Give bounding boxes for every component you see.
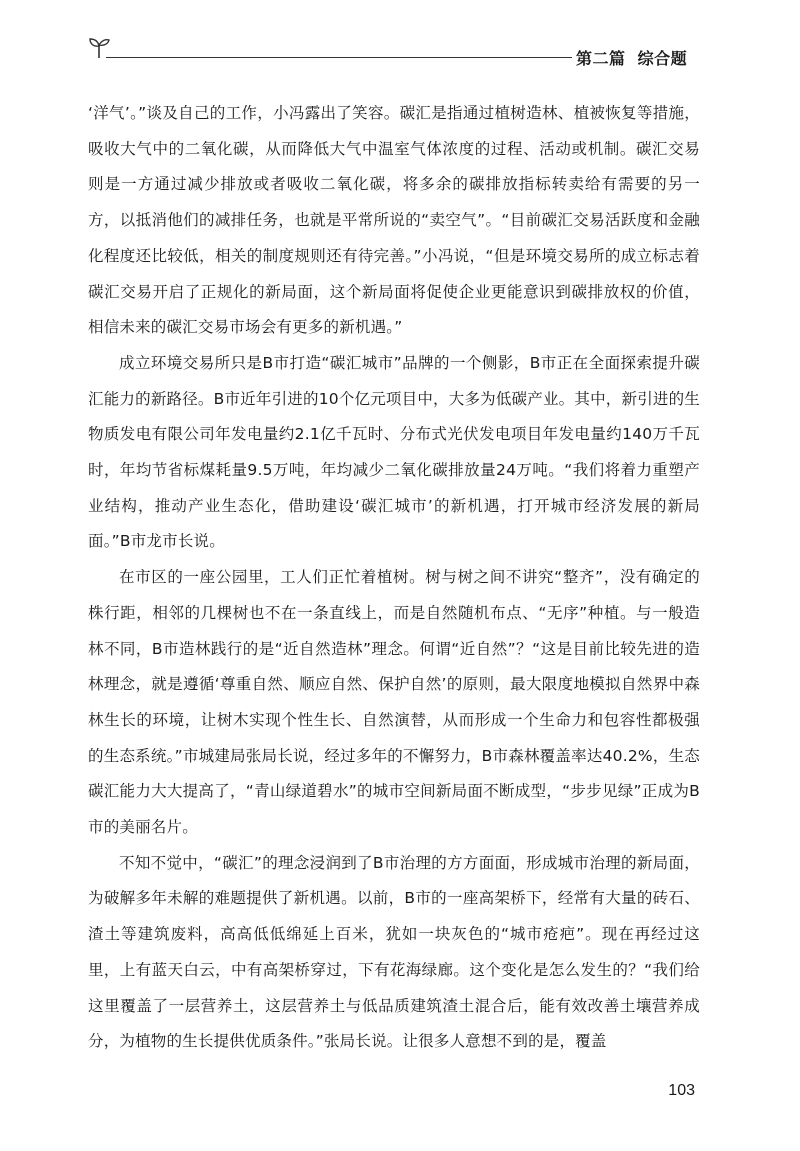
section-title: 第二篇 综合题 — [576, 49, 688, 68]
paragraph-continued: ‘洋气’。”谈及自己的工作，小冯露出了笑容。碳汇是指通过植树造林、植被恢复等措施，吸收大气中的二氧化碳，从而降低大气中温室气体浓度的过程、活动或机制。碳汇交易则是一方通过减少排放或者吸收二氧化碳，将多余的碳排放指标转卖给有需要的另一方，以抵消他们的减排任务，也就是平常所说的“卖空气”。“目前碳汇交易活跃度和金融化程度还比较低，相关的制度规则还有待完善。”小冯说，“但是环境交易所的成立标志着碳汇交易开启了正规化的新局面，这个新局面将促使企业更能意识到碳排放权的价值，相信未来的碳汇交易市场会有更多的新机遇。” — [88, 104, 700, 337]
paragraph-afforestation: 在市区的一座公园里，工人们正忙着植树。树与树之间不讲究“整齐”，没有确定的株行距，相邻的几棵树也不在一条直线上，而是自然随机布点、“无序”种植。与一般造林不同，B市造林践行的是“近自然造林”理念。何谓“近自然”？“这是目前比较先进的造林理念，就是遵循‘尊重自然、顺应自然、保护自然’的原则，最大限度地模拟自然界中森林生长的环境，让树木实现个性生长、自然演替，从而形成一个生命力和包容性都极强的生态系统。”市城建局张局长说，经过多年的不懈努力，B市森林覆盖率达40.2%，生态碳汇能力大大提高了，“青山绿道碧水”的城市空间新局面不断成型，“步步见绿”正成为B市的美丽名片。 — [88, 568, 700, 837]
header-rule — [106, 57, 572, 58]
page-number: 103 — [668, 1082, 695, 1099]
page-header — [88, 36, 708, 68]
paragraph-governance: 不知不觉中，“碳汇”的理念浸润到了B市治理的方方面面，形成城市治理的新局面，为破解多年未解的难题提供了新机遇。以前，B市的一座高架桥下，经常有大量的砖石、渣土等建筑废料，高高低低绵延上百米，犹如一块灰色的“城市疮疤”。现在再经过这里，上有蓝天白云，中有高架桥穿过，下有花海绿廊。这个变化是怎么发生的？“我们给这里覆盖了一层营养土，这层营养土与低品质建筑渣土混合后，能有效改善土壤营养成分，为植物的生长提供优质条件。”张局长说。让很多人意想不到的是，覆盖 — [88, 853, 700, 1051]
body-text — [88, 96, 700, 1060]
paragraph-exchange: 成立环境交易所只是B市打造“碳汇城市”品牌的一个侧影，B市正在全面探索提升碳汇能力的新路径。B市近年引进的10个亿元项目中，大多为低碳产业。其中，新引进的生物质发电有限公司年发电量约2.1亿千瓦时、分布式光伏发电项目年发电量约140万千瓦时，年均节省标煤耗量9.5万吨，年均减少二氧化碳排放量24万吨。“我们将着力重塑产业结构，推动产业生态化，借助建设‘碳汇城市’的新机遇，打开城市经济发展的新局面。”B市龙市长说。 — [88, 353, 700, 551]
